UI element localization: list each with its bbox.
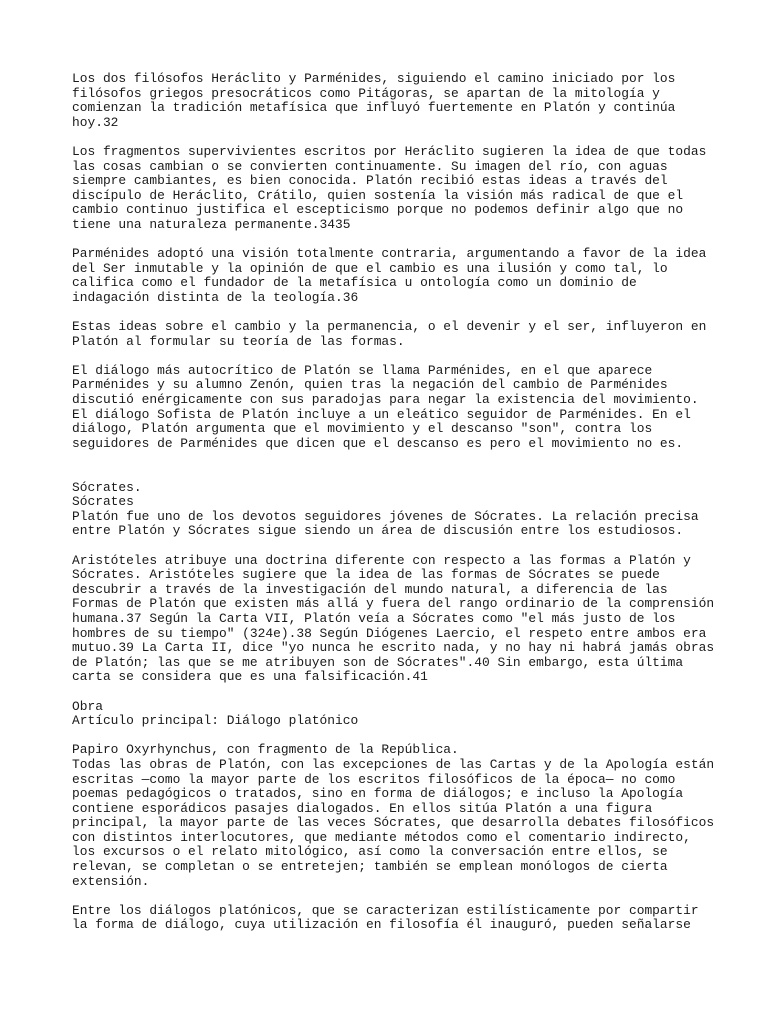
text-line: Sócrates. Aristóteles sugiere que la idea de las formas de Sócrates se puede [72, 567, 660, 583]
blank-line [72, 685, 728, 700]
blank-line [72, 306, 728, 321]
text-line: con distintos interlocutores, que mediante métodos como el comentario indirecto, [72, 829, 691, 845]
text-line: Platón al formular su teoría de las formas. [72, 333, 405, 349]
text-line: descubrir a través de la investigación del mundo natural, a diferencia de las [72, 581, 668, 597]
text-line: Los dos filósofos Heráclito y Parménides, siguiendo el camino iniciado por los [72, 71, 676, 86]
text-line: discípulo de Heráclito, Crátilo, quien sostenía la visión más radical de que el [72, 187, 684, 203]
text-line: indagación distinta de la teología.36 [72, 289, 359, 305]
text-line: seguidores de Parménides que dicen que el descanso es pero el movimiento no es. [72, 435, 684, 451]
text-line: Sócrates. [72, 479, 142, 495]
text-line: filósofos griegos presocráticos como Pitágoras, se apartan de la mitología y [72, 85, 660, 101]
blank-line [72, 130, 728, 145]
text-line: comienzan la tradición metafísica que influyó fuertemente en Platón y continúa [72, 100, 676, 116]
text-line: El diálogo más autocrítico de Platón se llama Parménides, en el que aparece [72, 362, 653, 378]
text-line: Sócrates [72, 494, 134, 510]
text-line: Platón fue uno de los devotos seguidores jóvenes de Sócrates. La relación precisa [72, 508, 699, 524]
text-line: diálogo, Platón argumenta que el movimiento y el descanso "son", contra los [72, 421, 653, 437]
text-line: Parménides y su alumno Zenón, quien tras la negación del cambio de Parménides [72, 377, 668, 393]
text-line: Papiro Oxyrhynchus, con fragmento de la República. [72, 742, 459, 758]
text-line: la forma de diálogo, cuya utilización en filosofía él inauguró, pueden señalarse [72, 917, 691, 933]
text-line: tiene una naturaleza permanente.3435 [72, 216, 351, 232]
blank-line [72, 466, 728, 481]
blank-line [72, 349, 728, 364]
text-line: El diálogo Sofista de Platón incluye a un eleático seguidor de Parménides. En el [72, 406, 691, 422]
text-line: Todas las obras de Platón, con las excepciones de las Cartas y de la Apología están [72, 756, 715, 772]
text-line: Formas de Platón que existen más allá y fuera del rango ordinario de la comprensión [72, 596, 715, 612]
blank-line [72, 233, 728, 248]
text-line: Obra [72, 698, 103, 714]
text-line: mutuo.39 La Carta II, dice "yo nunca he escrito nada, y no hay ni habrá jamás obras [72, 640, 715, 656]
text-line: Artículo principal: Diálogo platónico [72, 713, 359, 729]
text-line: poemas pedagógicos o tratados, sino en forma de diálogos; e incluso la Apología [72, 786, 684, 802]
text-line: hombres de su tiempo" (324e).38 Según Diógenes Laercio, el respeto entre ambos era [72, 625, 707, 641]
text-line: Aristóteles atribuye una doctrina diferente con respecto a las formas a Platón y [72, 552, 691, 568]
text-line: de Platón; las que se me atribuyen son de Sócrates".40 Sin embargo, esta última [72, 654, 684, 670]
blank-line [72, 729, 728, 744]
text-line: relevan, se completan o se entretejen; también se emplean monólogos de cierta [72, 859, 668, 875]
text-line: principal, la mayor parte de las veces Sócrates, que desarrolla debates filosóficos [72, 815, 715, 831]
text-line: califica como el fundador de la metafísica u ontología como un dominio de [72, 275, 637, 291]
text-line: contiene esporádicos pasajes dialogados. En ellos sitúa Platón a una figura [72, 800, 653, 816]
text-line: extensión. [72, 873, 150, 889]
text-line: Parménides adoptó una visión totalmente contraria, argumentando a favor de la idea [72, 246, 707, 262]
blank-line [72, 451, 728, 466]
blank-line [72, 539, 728, 554]
text-line: entre Platón y Sócrates sigue siendo un área de discusión entre los estudiosos. [72, 523, 684, 539]
text-line: Estas ideas sobre el cambio y la permanencia, o el devenir y el ser, influyeron en [72, 319, 707, 335]
text-line: humana.37 Según la Carta VII, Platón veía a Sócrates como "el más justo de los [72, 610, 676, 626]
text-line: carta se considera que es una falsificación.41 [72, 669, 428, 685]
text-line: siempre cambiantes, es bien conocida. Platón recibió estas ideas a través del [72, 173, 668, 189]
text-line: cambio continuo justifica el escepticismo porque no podemos definir algo que no [72, 202, 684, 218]
text-line: del Ser inmutable y la opinión de que el cambio es una ilusión y como tal, lo [72, 260, 668, 276]
text-line: hoy.32 [72, 114, 119, 130]
text-line: las cosas cambian o se convierten continuamente. Su imagen del río, con aguas [72, 158, 668, 174]
text-line: Entre los diálogos platónicos, que se caracterizan estilísticamente por compartir [72, 902, 699, 918]
text-line: Los fragmentos supervivientes escritos por Heráclito sugieren la idea de que todas [72, 143, 707, 159]
text-line: escritas —como la mayor parte de los escritos filosóficos de la época— no como [72, 771, 676, 787]
blank-line [72, 889, 728, 904]
text-line: los excursos o el relato mitológico, así como la conversación entre ellos, se [72, 844, 668, 860]
text-line: discutió enérgicamente con sus paradojas para negar la existencia del movimiento. [72, 392, 699, 408]
